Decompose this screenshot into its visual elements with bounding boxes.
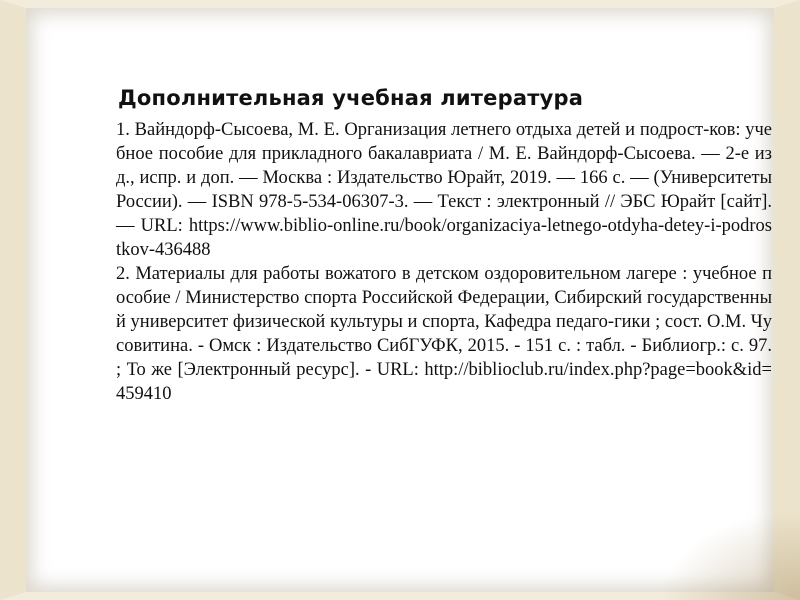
page-curl-shadow: [660, 510, 800, 600]
reference-entry-2: 2. Материалы для работы вожатого в детском оздоровительном лагере : учебное пособие / Министерство спорта Российской Федерации, Сибирский государственный университет физической культуры и спорта, Кафедра педаго-гики ; сост. О.М. Чусовитина. - Омск : Издательство СибГУФК, 2015. - 151 с. : табл. - Библиогр.: с. 97. ; То же [Электронный ресурс]. - URL: http://biblioclub.ru/index.php?page=book&id=459410: [116, 264, 772, 404]
reference-entry-1: 1. Вайндорф-Сысоева, М. Е. Организация летнего отдыха детей и подрост-ков: учебное пособие для прикладного бакалавриата / М. Е. Вайндорф-Сысоева. — 2-е изд., испр. и доп. — Москва : Издательство Юрайт, 2019. — 166 с. — (Университеты России). — ISBN 978-5-534-06307-3. — Текст : электронный // ЭБС Юрайт [сайт]. — URL: https://www.biblio-online.ru/book/organizaciya-letnego-otdyha-detey-i-podrostkov-436488: [116, 120, 772, 260]
slide-title: Дополнительная учебная литература: [118, 86, 584, 110]
slide-content: [116, 86, 772, 406]
